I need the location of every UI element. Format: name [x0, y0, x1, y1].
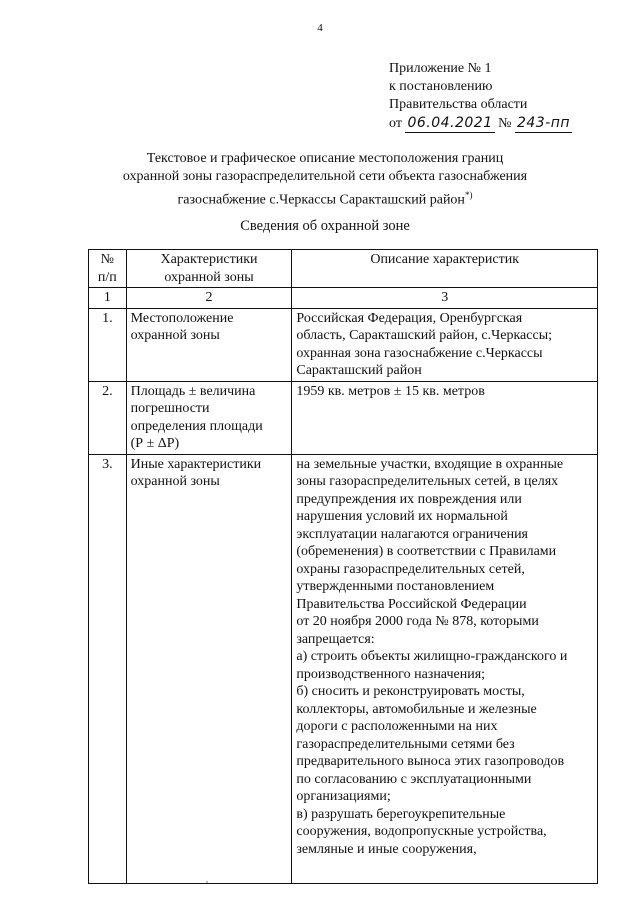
header-number: № п/п: [89, 250, 127, 288]
scan-speck: [206, 881, 208, 883]
annex-date-line: [389, 114, 572, 133]
annex-number: 243-пп: [516, 115, 571, 131]
annex-line-resolution: к постановлению: [389, 79, 493, 94]
column-number: 1: [89, 288, 127, 309]
title-line-3: [90, 186, 560, 210]
annex-number-sign: №: [498, 116, 512, 131]
page-number: 4: [317, 22, 323, 34]
document-title: [90, 150, 560, 210]
annex-block: [389, 60, 572, 133]
row-number: 2.: [89, 381, 127, 454]
annex-date-prefix: от: [389, 116, 402, 131]
table-row: [89, 308, 598, 381]
table-row: [89, 454, 598, 883]
row-description: 1959 кв. метров ± 15 кв. метров: [292, 381, 598, 454]
annex-date: 06.04.2021: [407, 115, 493, 131]
title-line-2: охранной зоны газораспределительной сети объекта газоснабжения: [122, 169, 528, 184]
title-line-3-text: газоснабжение с.Черкассы Саракташский район: [177, 192, 465, 208]
column-number: 2: [126, 288, 292, 309]
section-heading: Сведения об охранной зоне: [240, 218, 410, 234]
row-characteristic: Площадь ± величина погрешности определения площади (Р ± ΔР): [126, 381, 292, 454]
table-row: [89, 381, 598, 454]
row-characteristic: Местоположение охранной зоны: [126, 308, 292, 381]
row-number: 1.: [89, 308, 127, 381]
row-number: 3.: [89, 454, 127, 883]
table-header-row: [89, 250, 598, 288]
annex-line-government: Правительства области: [389, 97, 528, 112]
column-number-row: [89, 288, 598, 309]
row-description: Российская Федерация, Оренбургская область, Саракташский район, с.Черкассы; охранная зона газоснабжение с.Черкассы Саракташский район: [292, 308, 598, 381]
footnote-mark: *): [464, 190, 473, 200]
header-characteristics: Характеристики охранной зоны: [126, 250, 292, 288]
column-number: 3: [292, 288, 598, 309]
row-characteristic: Иные характеристики охранной зоны: [126, 454, 292, 883]
header-description: Описание характеристик: [292, 250, 598, 288]
row-description: на земельные участки, входящие в охранные зоны газораспределительных сетей, в целях предупреждения их повреждения или нарушения условий их нормальной эксплуатации налагаются ограничения (обременения) в соответствии с Правилами охраны газораспределительных сетей, утвержденными постановлением Правительства Российской Федерации от 20 ноября 2000 года № 878, которыми запрещается: а) строить объекты жилищно-гражданского и производственного назначения; б) сносить и реконструировать мосты, коллекторы, автомобильные и железные дороги с расположенными на них газораспределительными сетями без предварительного выноса этих газопроводов по согласованию с эксплуатационными организациями; в) разрушать берегоукрепительные сооружения, водопропускные устройства, земляные и иные сооружения,: [292, 454, 598, 883]
title-line-1: Текстовое и графическое описание местоположения границ: [146, 151, 504, 166]
protection-zone-table: [88, 249, 598, 884]
annex-title: Приложение № 1: [389, 61, 492, 76]
